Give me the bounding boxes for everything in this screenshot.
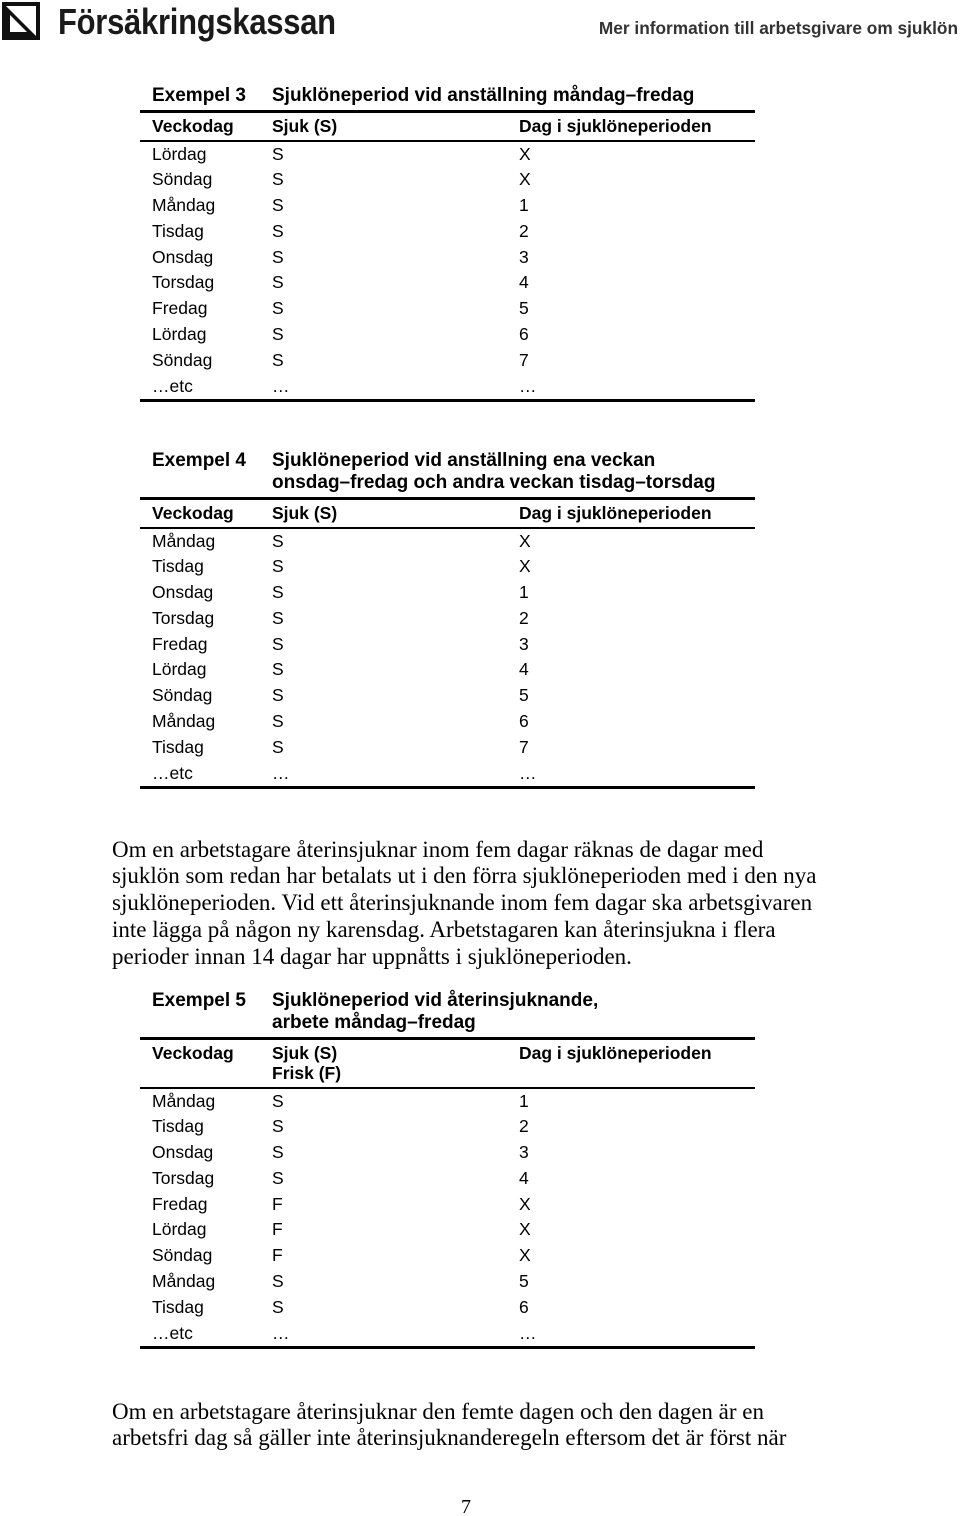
weekday-cell: Torsdag <box>152 272 215 293</box>
sick-pay-day-cell: … <box>519 1322 537 1343</box>
table-row <box>140 1269 755 1295</box>
weekday-cell: …etc <box>152 1322 193 1343</box>
sick-status-cell: S <box>272 685 284 706</box>
example-3-table <box>140 85 755 402</box>
weekday-cell: …etc <box>152 375 193 396</box>
body-paragraph-2 <box>112 1399 786 1453</box>
example-title-row <box>140 990 755 1037</box>
sick-status-cell: S <box>272 169 284 190</box>
weekday-cell: Tisdag <box>152 556 204 577</box>
weekday-cell: Måndag <box>152 711 216 732</box>
column-header <box>519 503 755 523</box>
document-title: Mer information till arbetsgivare om sjuklön <box>598 18 958 38</box>
example-label: Exempel 4 <box>152 450 246 471</box>
weekday-cell: Torsdag <box>152 1167 215 1188</box>
logo-wordmark: Försäkringskassan <box>58 1 336 42</box>
sick-status-cell: F <box>272 1219 283 1240</box>
forsakringskassan-logo-icon <box>1 1 41 41</box>
sick-pay-day-cell: 3 <box>519 246 529 267</box>
example-title-line: arbete måndag–fredag <box>272 1012 476 1033</box>
example-title-line: Sjuklöneperiod vid anställning måndag–fredag <box>272 85 695 106</box>
sick-status-cell: S <box>272 272 284 293</box>
sick-status-cell: S <box>272 1116 284 1137</box>
weekday-cell: Söndag <box>152 685 213 706</box>
weekday-cell: Fredag <box>152 633 208 654</box>
column-header-line: Dag i sjuklöneperioden <box>519 1043 712 1063</box>
table-row <box>140 270 755 296</box>
sick-pay-day-cell: X <box>519 1193 531 1214</box>
example-title-row <box>140 450 755 497</box>
sick-pay-day-cell: X <box>519 556 531 577</box>
weekday-cell: …etc <box>152 762 193 783</box>
sick-status-cell: F <box>272 1245 283 1266</box>
table-bottom-rule <box>140 786 755 789</box>
weekday-cell: Lördag <box>152 143 207 164</box>
weekday-cell: Tisdag <box>152 736 204 757</box>
paragraph-line: sjuklön som redan har betalats ut i den förra sjuklöneperioden med i den nya <box>112 863 817 889</box>
column-header-line: Veckodag <box>152 503 234 523</box>
paragraph-line: arbetsfri dag så gäller inte återinsjuknanderegeln eftersom det är först när <box>112 1425 787 1451</box>
column-header <box>152 1043 272 1083</box>
weekday-cell: Tisdag <box>152 220 204 241</box>
column-header-line: Dag i sjuklöneperioden <box>519 116 712 136</box>
table-row <box>140 374 755 400</box>
column-header <box>519 1043 755 1083</box>
sick-status-cell: S <box>272 220 284 241</box>
table-row <box>140 632 755 658</box>
column-header <box>152 503 272 523</box>
weekday-cell: Måndag <box>152 1271 216 1292</box>
sick-status-cell: S <box>272 1271 284 1292</box>
table-row <box>140 1166 755 1192</box>
example-title <box>272 450 755 494</box>
weekday-cell: Måndag <box>152 530 216 551</box>
sick-status-cell: S <box>272 298 284 319</box>
sick-pay-day-cell: 4 <box>519 1167 529 1188</box>
example-title-line: Sjuklöneperiod vid anställning ena veckan <box>272 450 656 471</box>
sick-status-cell: S <box>272 1142 284 1163</box>
weekday-cell: Fredag <box>152 1193 208 1214</box>
table-row <box>140 683 755 709</box>
column-header-line: Frisk (F) <box>272 1063 342 1083</box>
table-row <box>140 322 755 348</box>
table-row <box>140 529 755 555</box>
table-row <box>140 1217 755 1243</box>
sick-pay-day-cell: 5 <box>519 685 529 706</box>
sick-status-cell: S <box>272 1090 284 1111</box>
sick-status-cell: … <box>272 1322 290 1343</box>
table-row <box>140 1321 755 1347</box>
sick-pay-day-cell: 1 <box>519 195 529 216</box>
sick-pay-day-cell: 5 <box>519 298 529 319</box>
sick-status-cell: S <box>272 659 284 680</box>
sick-status-cell: … <box>272 762 290 783</box>
sick-pay-day-cell: X <box>519 143 531 164</box>
example-5-table <box>140 990 755 1349</box>
table-row <box>140 580 755 606</box>
sick-pay-day-cell: 6 <box>519 711 529 732</box>
example-title-line: Sjuklöneperiod vid återinsjuknande, <box>272 990 599 1011</box>
sick-status-cell: S <box>272 607 284 628</box>
weekday-cell: Onsdag <box>152 582 214 603</box>
sick-status-cell: S <box>272 324 284 345</box>
weekday-cell: Söndag <box>152 349 213 370</box>
column-header-line: Sjuk (S) <box>272 116 338 136</box>
paragraph-line: inte lägga på någon ny karensdag. Arbetstagaren kan återinsjukna i flera <box>112 916 776 942</box>
page-number: 7 <box>461 1496 471 1516</box>
sick-status-cell: … <box>272 375 290 396</box>
column-header <box>519 116 755 136</box>
sick-pay-day-cell: 6 <box>519 1296 529 1317</box>
table-row <box>140 709 755 735</box>
sick-status-cell: S <box>272 582 284 603</box>
weekday-cell: Tisdag <box>152 1116 204 1137</box>
example-label: Exempel 5 <box>152 990 246 1011</box>
column-header <box>272 503 519 523</box>
sick-pay-day-cell: 3 <box>519 633 529 654</box>
sick-status-cell: S <box>272 349 284 370</box>
sick-pay-day-cell: 4 <box>519 272 529 293</box>
sick-status-cell: S <box>272 143 284 164</box>
paragraph-line: Om en arbetstagare återinsjuknar den femte dagen och den dagen är en <box>112 1398 765 1424</box>
weekday-cell: Torsdag <box>152 607 215 628</box>
table-row <box>140 348 755 374</box>
sick-pay-day-cell: 7 <box>519 349 529 370</box>
example-title-row <box>140 85 755 110</box>
example-4-table <box>140 450 755 789</box>
sick-pay-day-cell: 3 <box>519 1142 529 1163</box>
weekday-cell: Onsdag <box>152 1142 214 1163</box>
table-row <box>140 1140 755 1166</box>
table-row <box>140 1295 755 1321</box>
sick-pay-day-cell: 6 <box>519 324 529 345</box>
weekday-cell: Lördag <box>152 659 207 680</box>
sick-status-cell: S <box>272 633 284 654</box>
sick-pay-day-cell: 1 <box>519 582 529 603</box>
sick-pay-day-cell: X <box>519 1245 531 1266</box>
table-row <box>140 142 755 168</box>
weekday-cell: Måndag <box>152 195 216 216</box>
sick-pay-day-cell: 2 <box>519 220 529 241</box>
sick-status-cell: S <box>272 1167 284 1188</box>
table-header-row <box>140 1040 755 1087</box>
column-header <box>272 1043 519 1083</box>
weekday-cell: Fredag <box>152 298 208 319</box>
sick-status-cell: S <box>272 556 284 577</box>
column-header-line: Sjuk (S) <box>272 503 338 523</box>
weekday-cell: Måndag <box>152 1090 216 1111</box>
sick-pay-day-cell: X <box>519 530 531 551</box>
table-row <box>140 1243 755 1269</box>
column-header-line: Dag i sjuklöneperioden <box>519 503 712 523</box>
paragraph-line: Om en arbetstagare återinsjuknar inom fem dagar räknas de dagar med <box>112 836 764 862</box>
sick-pay-day-cell: 7 <box>519 736 529 757</box>
sick-pay-day-cell: 4 <box>519 659 529 680</box>
weekday-cell: Onsdag <box>152 246 214 267</box>
table-row <box>140 735 755 761</box>
paragraph-line: sjuklöneperioden. Vid ett återinsjuknande inom fem dagar ska arbetsgivaren <box>112 890 813 916</box>
sick-status-cell: S <box>272 711 284 732</box>
table-row <box>140 193 755 219</box>
table-row <box>140 219 755 245</box>
table-row <box>140 1192 755 1218</box>
sick-pay-day-cell: 2 <box>519 607 529 628</box>
column-header-line: Sjuk (S) <box>272 1043 338 1063</box>
weekday-cell: Lördag <box>152 1219 207 1240</box>
column-header <box>272 116 519 136</box>
table-row <box>140 167 755 193</box>
table-header-row <box>140 113 755 140</box>
table-row <box>140 1089 755 1115</box>
weekday-cell: Söndag <box>152 169 213 190</box>
sick-pay-day-cell: X <box>519 169 531 190</box>
column-header <box>152 116 272 136</box>
sick-pay-day-cell: 1 <box>519 1090 529 1111</box>
table-row <box>140 296 755 322</box>
table-row <box>140 657 755 683</box>
table-bottom-rule <box>140 1346 755 1349</box>
column-header-line: Veckodag <box>152 1043 234 1063</box>
table-bottom-rule <box>140 399 755 402</box>
example-title <box>272 990 755 1034</box>
weekday-cell: Tisdag <box>152 1296 204 1317</box>
sick-pay-day-cell: … <box>519 762 537 783</box>
paragraph-line: perioder innan 14 dagar har uppnåtts i sjuklöneperioden. <box>112 943 632 969</box>
table-row <box>140 554 755 580</box>
table-row <box>140 761 755 787</box>
table-row <box>140 606 755 632</box>
sick-pay-day-cell: X <box>519 1219 531 1240</box>
example-label: Exempel 3 <box>152 85 246 106</box>
table-header-row <box>140 500 755 527</box>
body-paragraph-1 <box>112 837 817 971</box>
table-row <box>140 245 755 271</box>
sick-status-cell: S <box>272 736 284 757</box>
sick-status-cell: S <box>272 530 284 551</box>
column-header-line: Veckodag <box>152 116 234 136</box>
sick-status-cell: S <box>272 1296 284 1317</box>
sick-pay-day-cell: … <box>519 375 537 396</box>
sick-status-cell: S <box>272 246 284 267</box>
example-title <box>272 85 755 107</box>
sick-status-cell: F <box>272 1193 283 1214</box>
example-title-line: onsdag–fredag och andra veckan tisdag–torsdag <box>272 472 716 493</box>
weekday-cell: Lördag <box>152 324 207 345</box>
sick-status-cell: S <box>272 195 284 216</box>
weekday-cell: Söndag <box>152 1245 213 1266</box>
sick-pay-day-cell: 2 <box>519 1116 529 1137</box>
sick-pay-day-cell: 5 <box>519 1271 529 1292</box>
table-row <box>140 1114 755 1140</box>
